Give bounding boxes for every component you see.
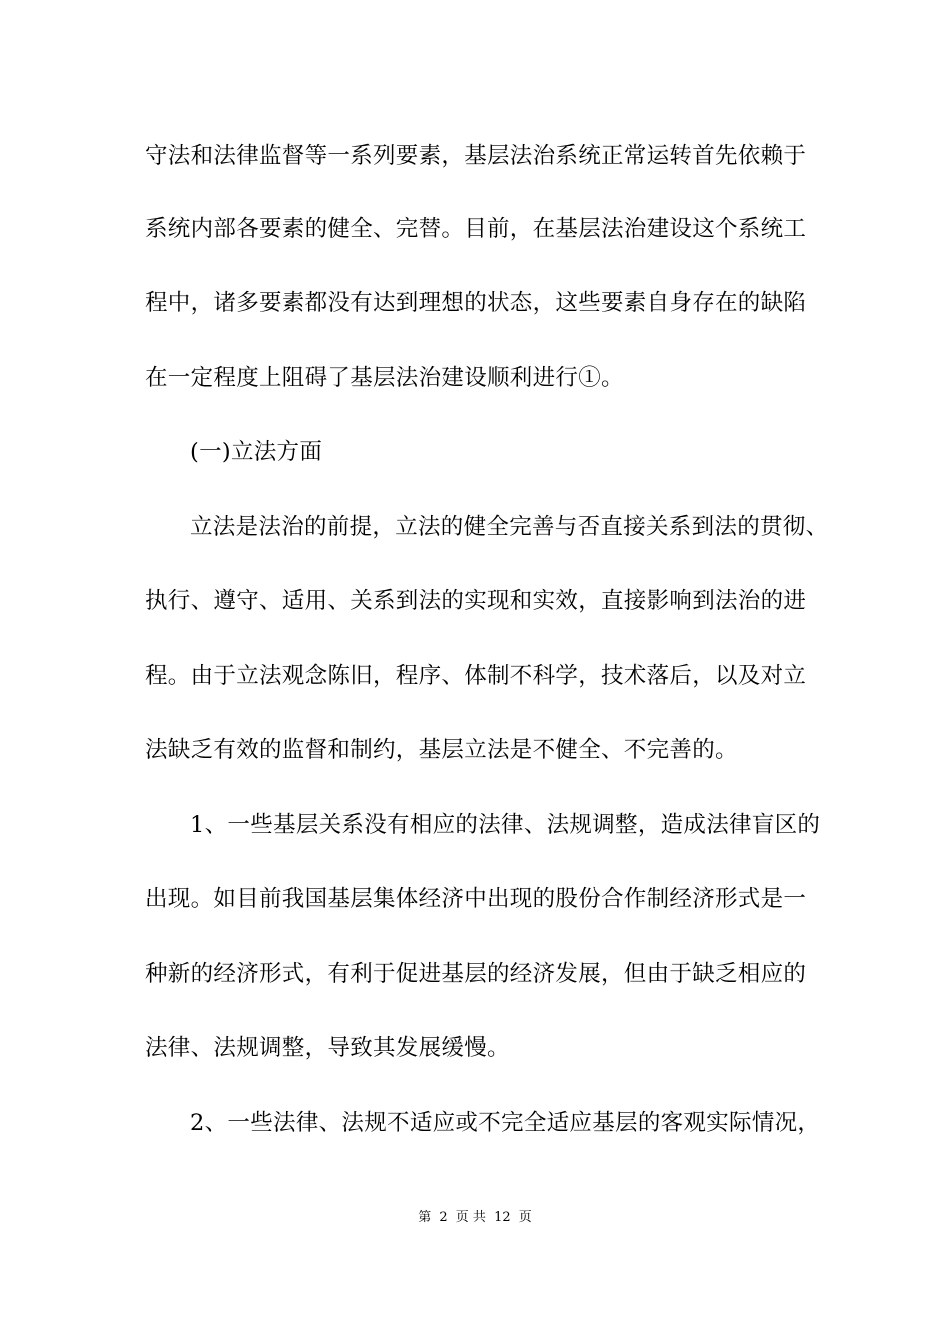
footer-total-pages: 12 xyxy=(494,1210,511,1225)
body-text-line: 出现。如目前我国基层集体经济中出现的股份合作制经济形式是一 xyxy=(145,886,807,912)
body-text-line: 程。由于立法观念陈旧，程序、体制不科学，技术落后，以及对立 xyxy=(145,663,807,689)
body-text-line: 法缺乏有效的监督和制约，基层立法是不健全、不完善的。 xyxy=(145,737,738,763)
body-text-line: 系统内部各要素的健全、完替。目前，在基层法治建设这个系统工 xyxy=(145,216,807,242)
page-footer xyxy=(0,1209,950,1227)
body-text-line: 2、一些法律、法规不适应或不完全适应基层的客观实际情况， xyxy=(190,1110,821,1136)
footer-middle: 页 共 xyxy=(455,1210,486,1225)
body-text-line: 种新的经济形式，有利于促进基层的经济发展，但由于缺乏相应的 xyxy=(145,961,807,987)
body-text-line: 守法和法律监督等一系列要素，基层法治系统正常运转首先依赖于 xyxy=(145,143,807,169)
footer-current-page: 2 xyxy=(439,1210,448,1225)
body-text-line: 法律、法规调整，导致其发展缓慢。 xyxy=(145,1035,510,1061)
body-text-line: 程中，诸多要素都没有达到理想的状态，这些要素自身存在的缺陷 xyxy=(145,290,807,316)
body-text-line: 执行、遵守、适用、关系到法的实现和实效，直接影响到法治的进 xyxy=(145,588,807,614)
body-text-line: 在一定程度上阻碍了基层法治建设顺利进行①。 xyxy=(145,365,624,391)
footer-prefix: 第 xyxy=(418,1210,432,1225)
footer-suffix: 页 xyxy=(518,1210,532,1225)
body-text-line: 立法是法治的前提，立法的健全完善与否直接关系到法的贯彻、 xyxy=(190,514,829,540)
body-text-line: 1、一些基层关系没有相应的法律、法规调整，造成法律盲区的 xyxy=(190,812,821,838)
section-heading: (一)立法方面 xyxy=(190,439,323,465)
